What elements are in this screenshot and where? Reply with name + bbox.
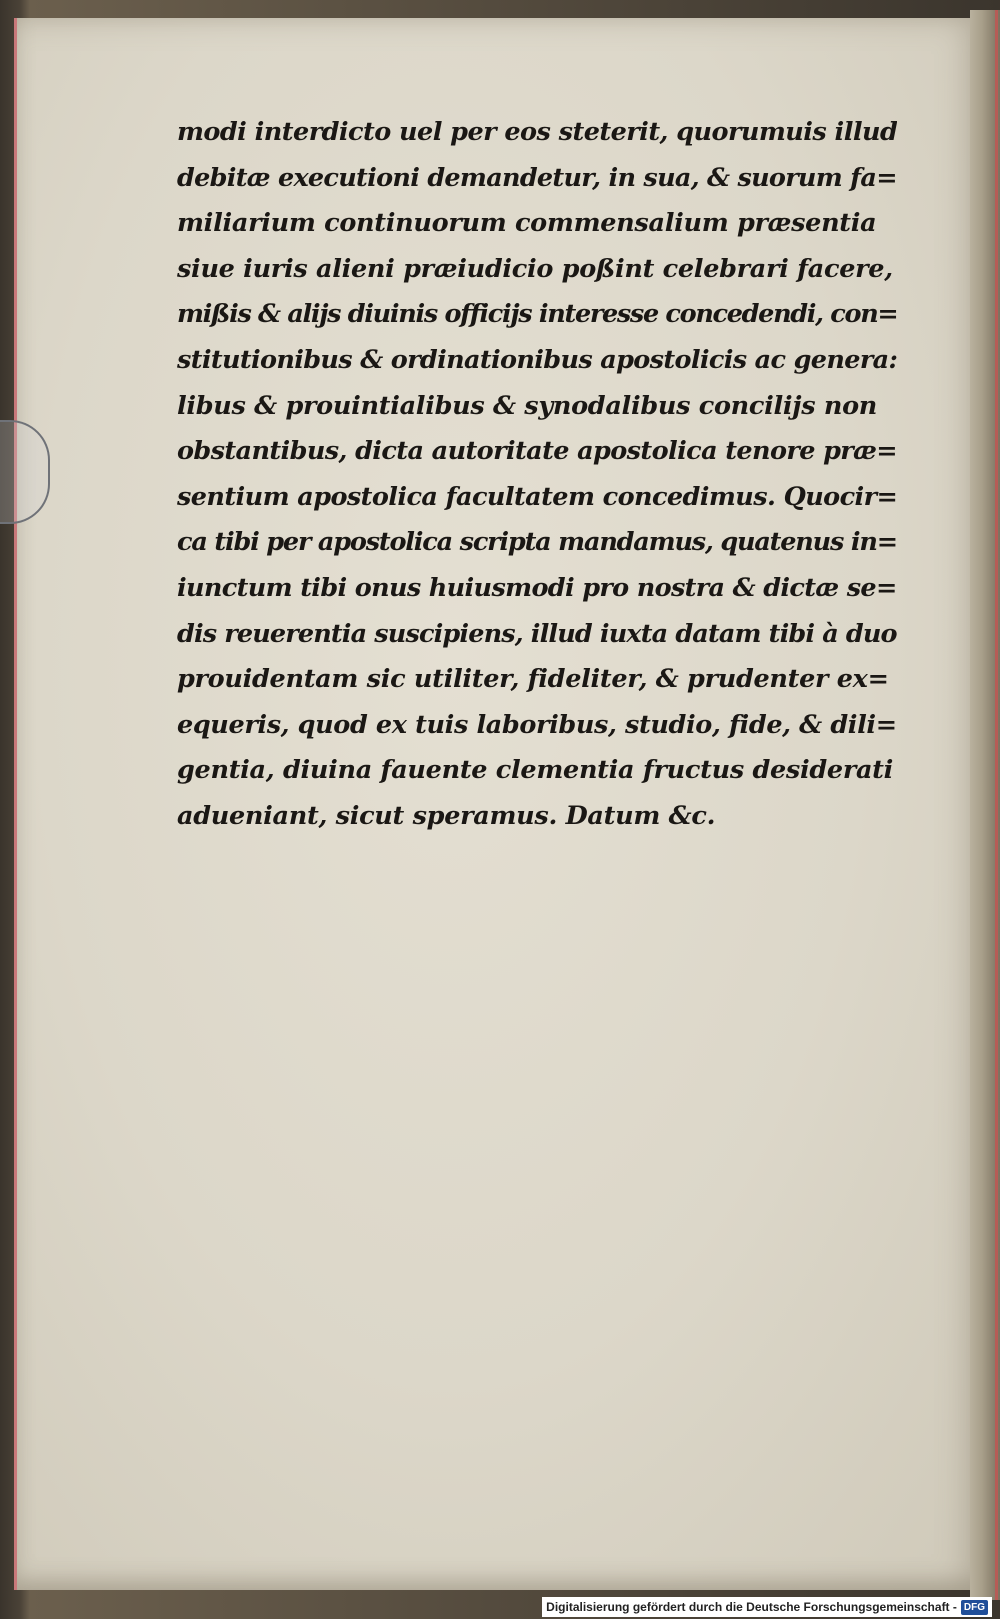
book-page	[14, 18, 985, 1590]
text-line: iunctum tibi onus huiusmodi pro nostra & dictæ se=	[177, 572, 897, 603]
text-line: miliarium continuorum commensalium præsentia	[177, 208, 877, 239]
text-line: sentium apostolica facultatem concedimus. Quocir=	[177, 481, 897, 512]
text-line: stitutionibus & ordinationibus apostolicis ac genera:	[177, 344, 897, 375]
text-line: debitæ executioni demandetur, in sua, & suorum fa=	[177, 162, 897, 193]
text-line: dis reuerentia suscipiens, illud iuxta datam tibi à duo	[177, 618, 897, 649]
footer-credit	[542, 1597, 992, 1617]
text-line: adueniant, sicut speramus. Datum &c.	[177, 800, 716, 831]
text-line: equeris, quod ex tuis laboribus, studio, fide, & dili=	[177, 709, 897, 740]
text-line: ca tibi per apostolica scripta mandamus, quatenus in=	[177, 527, 897, 558]
text-line: gentia, diuina fauente clementia fructus desiderati	[177, 755, 894, 786]
page-edge-stack	[970, 10, 1000, 1600]
text-line: modi interdicto uel per eos steterit, quorumuis illud	[177, 117, 897, 147]
dfg-logo-icon: DFG	[961, 1600, 988, 1615]
footer-credit-text: Digitalisierung gefördert durch die Deutsche Forschungsgemeinschaft -	[546, 1600, 957, 1614]
text-line: prouidentam sic utiliter, fideliter, & prudenter ex=	[177, 664, 889, 695]
text-line: siue iuris alieni præiudicio poßint celebrari facere,	[177, 253, 893, 284]
text-block	[177, 110, 897, 840]
text-line: obstantibus, dicta autoritate apostolica tenore præ=	[177, 436, 897, 467]
text-line: mißis & alijs diuinis officijs interesse concedendi, con=	[177, 299, 897, 330]
text-line: libus & prouintialibus & synodalibus concilijs non	[177, 390, 878, 421]
